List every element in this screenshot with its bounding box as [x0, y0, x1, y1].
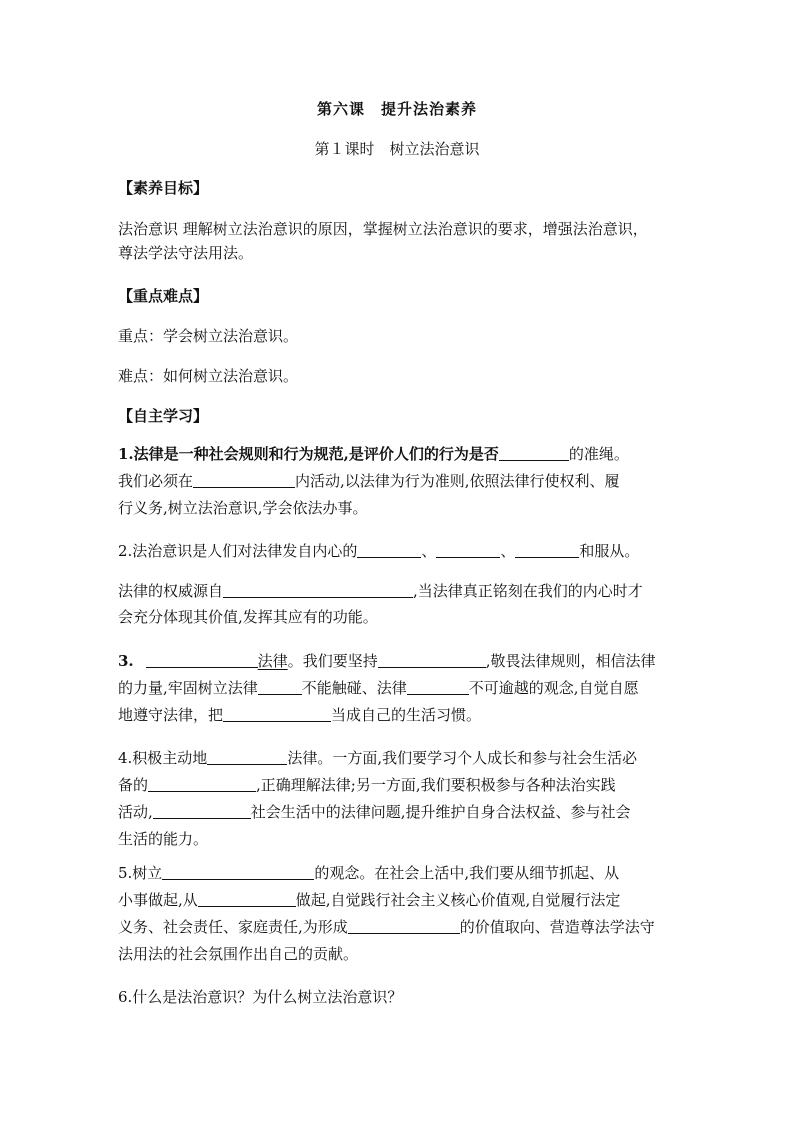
q6-line: 6.什么是法治意识？为什么树立法治意识？ [118, 988, 403, 1006]
key-heading: 【重点难点】 [118, 287, 209, 305]
q3-line-3 [118, 704, 678, 726]
q5-text: 的价值取向、营造尊法学法守 [459, 918, 655, 936]
q2-text: 、 [500, 542, 516, 560]
q3-text: ,敬畏法律规则，相信法律 [485, 652, 656, 670]
q3-text: 地遵守法律，把 [118, 706, 224, 724]
goal-heading: 【素养目标】 [118, 179, 209, 197]
key-point: 重点：学会树立法治意识。 [118, 327, 299, 345]
q3-line-2 [118, 677, 678, 699]
lesson-subtitle: 第１课时 树立法治意识 [314, 140, 480, 158]
q3-text: 不能触碰、法律 [301, 679, 407, 697]
q4-text: 社会生活中的法律问题,提升维护自身合法权益、参与社会 [250, 803, 631, 821]
q4-text: 备的 [118, 776, 149, 794]
blank[interactable] [223, 706, 331, 722]
goal-line-1: 法治意识 理解树立法治意识的原因，掌握树立法治意识的要求，增强法治意识， [118, 220, 648, 238]
q1-text: 内活动,以法律为行为准则,依照法律行使权利、履 [295, 472, 620, 490]
blank[interactable] [499, 445, 569, 461]
q2-text: 法律的权威源自 [118, 582, 224, 600]
q4-line-2 [118, 774, 678, 796]
blank[interactable] [148, 776, 256, 792]
q5-text: 的观念。在社会上活中,我们要从细节抓起、从 [314, 864, 620, 882]
q5-text: 义务、社会责任、家庭责任,为形成 [118, 918, 348, 936]
q2-line-3: 会充分体现其价值,发挥其应有的功能。 [118, 608, 378, 626]
blank[interactable] [223, 582, 413, 598]
q4-text: 活动, [118, 803, 153, 821]
q5-line-2 [118, 889, 678, 911]
q3-text: 3. [118, 652, 134, 670]
q4-line-1 [118, 747, 678, 769]
q1-text: 我们必须在 [118, 472, 194, 490]
q5-line-4: 法用法的社会氛围作出自己的贡献。 [118, 945, 359, 963]
difficult-point: 难点：如何树立法治意识。 [118, 367, 299, 385]
q2-text: 、 [421, 542, 437, 560]
q3-line-1 [118, 650, 678, 672]
q1-text: 1.法律是一种社会规则和行为规范,是评价人们的行为是否 [118, 445, 499, 463]
blank[interactable] [436, 542, 500, 558]
q1-line-3: 行义务,树立法治意识,学会依法办事。 [118, 499, 368, 517]
q5-line-1 [118, 862, 678, 884]
blank[interactable] [357, 542, 421, 558]
blank[interactable] [407, 679, 469, 695]
blank[interactable] [378, 652, 486, 668]
q4-text: ,正确理解法律;另一方面,我们要积极参与各种法治实践 [256, 776, 616, 794]
q3-text: 法律 [257, 652, 288, 670]
q2-line-1 [118, 540, 678, 562]
blank[interactable] [153, 803, 251, 819]
blank[interactable] [207, 749, 287, 765]
lesson-title: 第六课 提升法治素养 [316, 100, 477, 118]
q3-text: 。我们要坚持 [287, 652, 378, 670]
blank[interactable] [348, 918, 460, 934]
goal-line-2: 尊法学法守法用法。 [118, 244, 254, 262]
q1-text: 的准绳。 [568, 445, 629, 463]
q4-text: 法律。一方面,我们要学习个人成长和参与社会生活必 [287, 749, 638, 767]
q5-text: 做起,自觉践行社会主义核心价值观,自觉履行法定 [295, 891, 621, 909]
blank[interactable] [162, 864, 314, 880]
q2-text: 2.法治意识是人们对法律发自内心的 [118, 542, 358, 560]
q2-text: ,当法律真正铭刻在我们的内心时才 [413, 582, 643, 600]
q5-line-3 [118, 916, 678, 938]
study-heading: 【自主学习】 [118, 407, 209, 425]
q5-text: 5.树立 [118, 864, 163, 882]
q2-line-2 [118, 580, 678, 602]
blank[interactable] [146, 652, 258, 668]
q3-text: 的力量,牢固树立法律 [118, 679, 258, 697]
q4-line-4: 生活的能力。 [118, 830, 209, 848]
q2-text: 和服从。 [579, 542, 640, 560]
blank[interactable] [515, 542, 579, 558]
blank[interactable] [198, 891, 296, 907]
q4-line-3 [118, 801, 678, 823]
q3-text: 当成自己的生活习惯。 [331, 706, 482, 724]
blank[interactable] [193, 472, 295, 488]
q3-text: 不可逾越的观念,自觉自愿 [468, 679, 639, 697]
q1-line-2 [118, 470, 678, 492]
q1-line-1 [118, 443, 678, 465]
q4-text: 4.积极主动地 [118, 749, 208, 767]
blank[interactable] [258, 679, 302, 695]
q5-text: 小事做起,从 [118, 891, 198, 909]
